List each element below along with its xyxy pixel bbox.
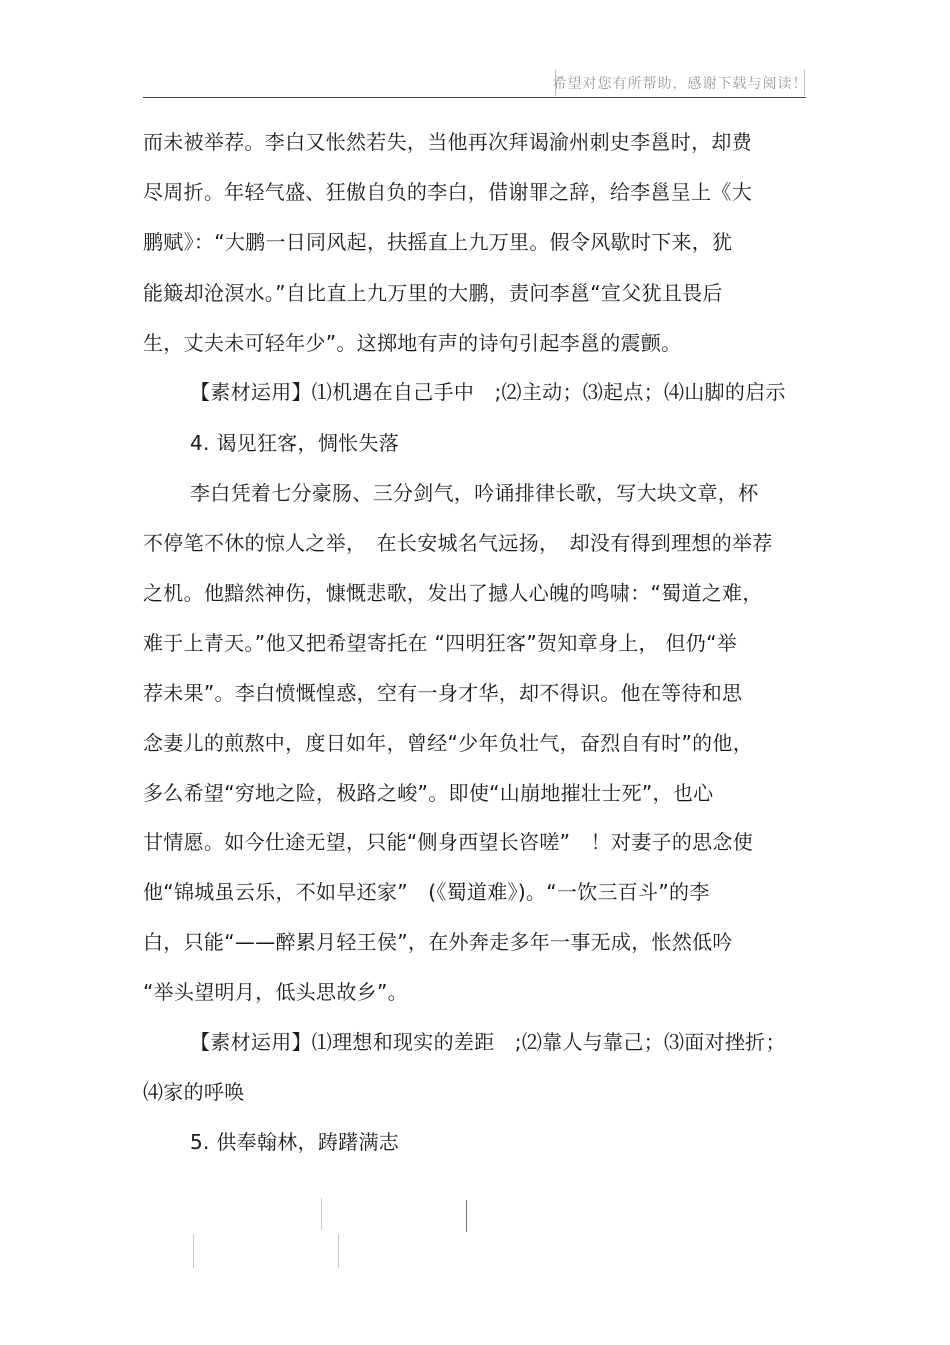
body-line: 而未被举荐。李白又怅然若失，当他再次拜谒渝州刺史李邕时，却费 [143,130,752,154]
body-line: 之机。他黯然神伤，慷慨悲歌，发出了撼人心魄的鸣啸：“蜀道之难， [143,581,763,605]
material-usage-line: 【素材运用】⑴机遇在自己手中 ;⑵主动；⑶起点；⑷山脚的启示 [190,380,786,404]
body-line: 不停笔不休的惊人之举， 在长安城名气远扬， 却没有得到理想的举荐 [143,531,773,555]
body-line: 生，丈夫未可轻年少”。这掷地有声的诗句引起李邕的震颤。 [143,331,682,355]
material-usage-line: 【素材运用】⑴理想和现实的差距 ;⑵靠人与靠己；⑶面对挫折； [190,1030,786,1054]
header-divider [143,97,806,98]
section-heading: 5. 供奉翰林，踌躇满志 [190,1130,400,1154]
body-line: 念妻儿的煎熬中，度日如年，曾经“少年负壮气，奋烈自有时”的他， [143,731,754,755]
body-line: 甘情愿。如今仕途无望，只能“侧身西望长咨嗟” ！对妻子的思念使 [143,830,754,854]
body-line: 鹏赋》：“大鹏一日同风起，扶摇直上九万里。假令风歇时下来，犹 [143,230,733,254]
body-line: ⑷家的呼唤 [143,1080,245,1104]
body-line: 荐未果”。李白愤慨惶惑，空有一身才华，却不得识。他在等待和思 [143,681,743,705]
body-line: 白，只能“——醉累月轻王侯”，在外奔走多年一事无成，怅然低吟 [143,930,733,954]
body-line: 他“锦城虽云乐，不如早还家” (《蜀道难》)。“一饮三百斗”的李 [143,880,710,904]
section-heading: 4. 谒见狂客，惆怅失落 [190,431,400,455]
decorative-rule [338,1234,339,1268]
body-line: “举头望明月，低头思故乡”。 [143,980,408,1004]
body-line: 能簸却沧溟水。”自比直上九万里的大鹏，责问李邕“宣父犹且畏后 [143,281,723,305]
body-line: 多么希望“穷地之险，极路之峻”。即使“山崩地摧壮士死”，也心 [143,781,714,805]
decorative-rule [193,1234,194,1268]
decorative-rule [321,1198,322,1230]
decorative-rule [466,1200,467,1232]
body-line: 难于上青天。”他又把希望寄托在 “四明狂客”贺知章身上， 但仍“举 [143,631,738,655]
header-note: 希望对您有所帮助，感谢下载与阅读！ [555,70,805,96]
body-line: 李白凭着七分豪肠、三分剑气，吟诵排律长歌，写大块文章，杯 [190,481,759,505]
body-line: 尽周折。年轻气盛、狂傲自负的李白，借谢罪之辞，给李邕呈上《大 [143,180,752,204]
